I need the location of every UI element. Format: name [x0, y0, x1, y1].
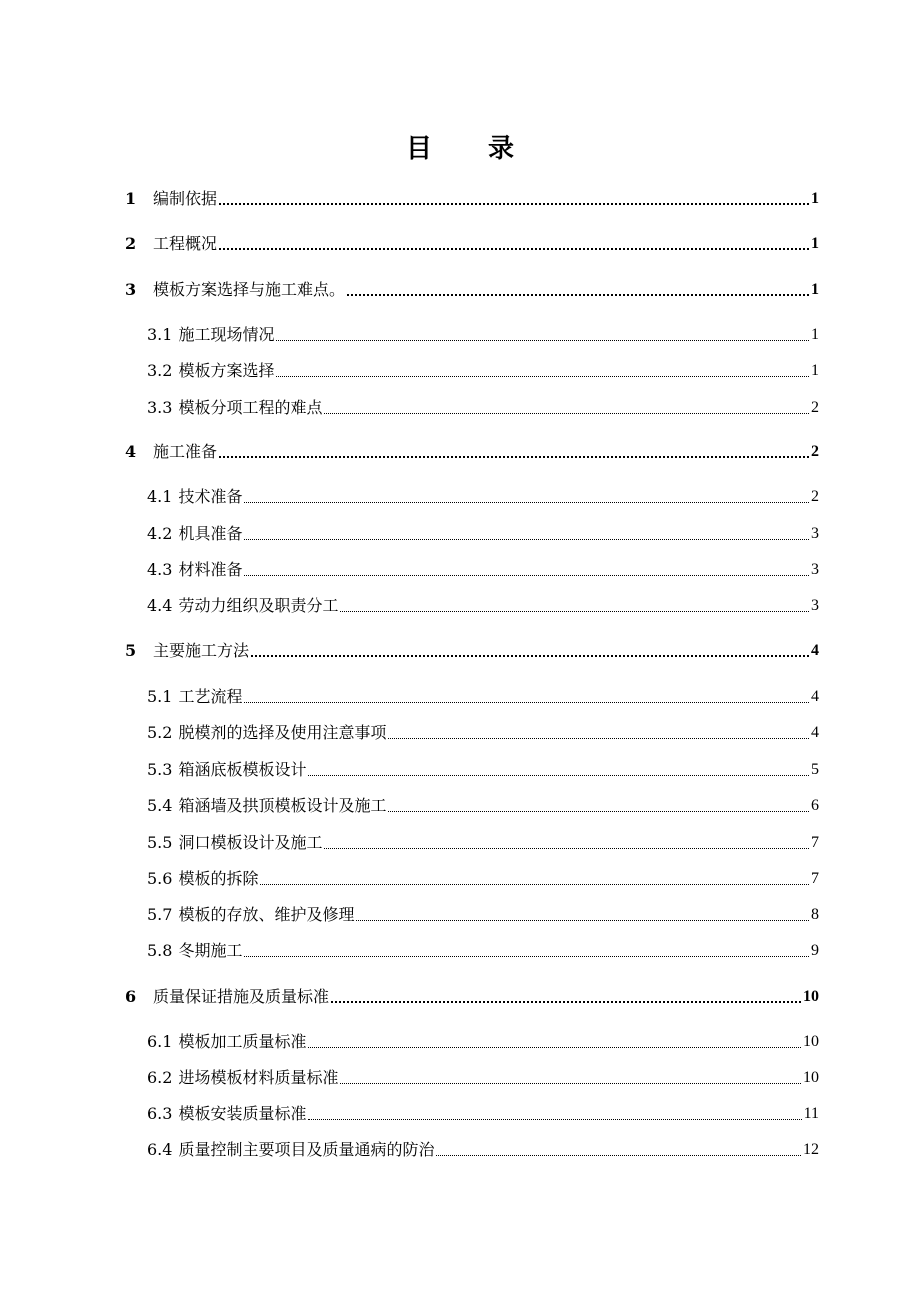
dot-leader [347, 294, 809, 296]
toc-entry-page: 6 [811, 797, 819, 814]
toc-entry-number: 4.3 [147, 560, 173, 579]
toc-entry[interactable] [147, 683, 819, 707]
toc-entry[interactable] [147, 901, 819, 925]
toc-entry-number: 4 [125, 442, 137, 461]
toc-entry-page: 3 [811, 525, 819, 542]
toc-entry-number: 3.1 [147, 325, 173, 344]
toc-entry-title: 洞口模板设计及施工 [178, 833, 323, 852]
toc-entry[interactable] [147, 321, 819, 345]
toc-entry[interactable] [125, 637, 819, 661]
toc-entry-title: 质量控制主要项目及质量通病的防治 [178, 1140, 435, 1159]
toc-entry-title: 箱涵底板模板设计 [178, 760, 307, 779]
toc-entry-page: 10 [803, 1069, 819, 1086]
toc-entry-number: 3 [125, 280, 137, 299]
dot-leader [308, 1047, 801, 1048]
toc-entry-number: 6.4 [147, 1140, 173, 1159]
dot-leader [219, 203, 809, 205]
toc-entry-title: 工艺流程 [178, 687, 243, 706]
toc-entry[interactable] [125, 983, 819, 1007]
toc-entry-title: 模板方案选择与施工难点。 [153, 280, 346, 299]
toc-entry-number: 5.1 [147, 687, 173, 706]
toc-entry-number: 4.4 [147, 596, 173, 615]
toc-entry-page: 1 [811, 190, 819, 207]
toc-entry-page: 3 [811, 561, 819, 578]
toc-entry-title: 工程概况 [153, 234, 218, 253]
dot-leader [244, 702, 809, 703]
dot-leader [260, 884, 809, 885]
toc-entry-number: 3.2 [147, 361, 173, 380]
dot-leader [276, 340, 809, 341]
toc-entry[interactable] [147, 756, 819, 780]
toc-entry-number: 1 [125, 189, 137, 208]
toc-entry-title: 模板加工质量标准 [178, 1032, 307, 1051]
toc-entry-title: 主要施工方法 [153, 641, 250, 660]
toc-entry-number: 5.3 [147, 760, 173, 779]
toc-entry-number: 4.1 [147, 487, 173, 506]
toc-entry-title: 编制依据 [153, 189, 218, 208]
dot-leader [276, 376, 809, 377]
toc-entry-number: 6 [125, 987, 137, 1006]
toc-entry-title: 模板的存放、维护及修理 [178, 905, 355, 924]
toc-entry-title: 模板分项工程的难点 [178, 398, 323, 417]
dot-leader [251, 655, 809, 657]
toc-entry-title: 施工现场情况 [178, 325, 275, 344]
dot-leader [308, 775, 809, 776]
toc-title-part1: 目 [405, 134, 432, 164]
toc-entry[interactable] [147, 792, 819, 816]
toc-entry-number: 5.4 [147, 796, 173, 815]
toc-entry-title: 模板安装质量标准 [178, 1104, 307, 1123]
toc-entry-page: 1 [811, 281, 819, 298]
toc-entry-page: 1 [811, 362, 819, 379]
toc-entry-page: 8 [811, 906, 819, 923]
toc-entry-page: 9 [811, 942, 819, 959]
toc-entry-title: 机具准备 [178, 524, 243, 543]
toc-entry[interactable] [147, 556, 819, 580]
dot-leader [244, 956, 809, 957]
dot-leader [244, 539, 809, 540]
toc-entry-page: 4 [811, 724, 819, 741]
toc-entry-page: 1 [811, 235, 819, 252]
dot-leader [340, 611, 809, 612]
toc-entry[interactable] [147, 1136, 819, 1160]
toc-entry-page: 2 [811, 488, 819, 505]
toc-entry[interactable] [147, 483, 819, 507]
dot-leader [340, 1083, 801, 1084]
toc-entry-number: 5 [125, 641, 137, 660]
toc-entry-number: 6.3 [147, 1104, 173, 1123]
dot-leader [356, 920, 809, 921]
toc-entry[interactable] [125, 438, 819, 462]
toc-entry[interactable] [147, 520, 819, 544]
dot-leader [219, 456, 809, 458]
toc-entry-number: 6.1 [147, 1032, 173, 1051]
dot-leader [308, 1119, 801, 1120]
toc-entry-page: 12 [803, 1141, 819, 1158]
toc-entry-number: 3.3 [147, 398, 173, 417]
toc-entry[interactable] [147, 1064, 819, 1088]
dot-leader [244, 502, 809, 503]
dot-leader [219, 248, 809, 250]
toc-entry-page: 10 [803, 988, 819, 1005]
toc-entry[interactable] [147, 1028, 819, 1052]
toc-entry[interactable] [147, 719, 819, 743]
toc-entry[interactable] [125, 185, 819, 209]
toc-entry[interactable] [147, 865, 819, 889]
toc-entry-page: 4 [811, 642, 819, 659]
toc-entry-number: 4.2 [147, 524, 173, 543]
toc-entry-page: 2 [811, 443, 819, 460]
toc-entry-title: 箱涵墙及拱顶模板设计及施工 [178, 796, 387, 815]
toc-entry-number: 5.7 [147, 905, 173, 924]
toc-entry[interactable] [147, 357, 819, 381]
toc-entry-title: 进场模板材料质量标准 [178, 1068, 339, 1087]
toc-entry-title: 质量保证措施及质量标准 [153, 987, 330, 1006]
toc-entry-page: 3 [811, 597, 819, 614]
dot-leader [331, 1001, 801, 1003]
toc-entry-title: 模板方案选择 [178, 361, 275, 380]
dot-leader [244, 575, 809, 576]
toc-entry-number: 5.6 [147, 869, 173, 888]
toc-entry-page: 11 [803, 1105, 819, 1122]
toc-entry-page: 7 [811, 870, 819, 887]
toc-entry[interactable] [125, 230, 819, 254]
toc-entry-title: 脱模剂的选择及使用注意事项 [178, 723, 387, 742]
toc-entry[interactable] [147, 394, 819, 418]
dot-leader [388, 738, 809, 739]
toc-entry-title: 冬期施工 [178, 941, 243, 960]
toc-entry-page: 1 [811, 326, 819, 343]
toc-entry[interactable] [125, 276, 819, 300]
toc-entry-page: 10 [803, 1033, 819, 1050]
dot-leader [388, 811, 809, 812]
toc-entry-number: 6.2 [147, 1068, 173, 1087]
toc-entry[interactable] [147, 829, 819, 853]
toc-entry[interactable] [147, 1100, 819, 1124]
toc-title [0, 128, 920, 165]
toc-entry-title: 技术准备 [178, 487, 243, 506]
toc-entry-page: 2 [811, 399, 819, 416]
toc-entry-number: 5.2 [147, 723, 173, 742]
toc-entry-page: 4 [811, 688, 819, 705]
toc-entry-number: 2 [125, 234, 137, 253]
dot-leader [324, 413, 809, 414]
toc-title-part2: 录 [488, 134, 515, 164]
toc-entry[interactable] [147, 592, 819, 616]
toc-entry-page: 5 [811, 761, 819, 778]
toc-entry[interactable] [147, 937, 819, 961]
toc-entry-number: 5.5 [147, 833, 173, 852]
toc-entry-number: 5.8 [147, 941, 173, 960]
dot-leader [324, 848, 809, 849]
toc-entry-page: 7 [811, 834, 819, 851]
toc-entry-title: 模板的拆除 [178, 869, 259, 888]
toc-entry-title: 劳动力组织及职责分工 [178, 596, 339, 615]
toc-entry-title: 材料准备 [178, 560, 243, 579]
dot-leader [436, 1155, 801, 1156]
toc-entry-title: 施工准备 [153, 442, 218, 461]
